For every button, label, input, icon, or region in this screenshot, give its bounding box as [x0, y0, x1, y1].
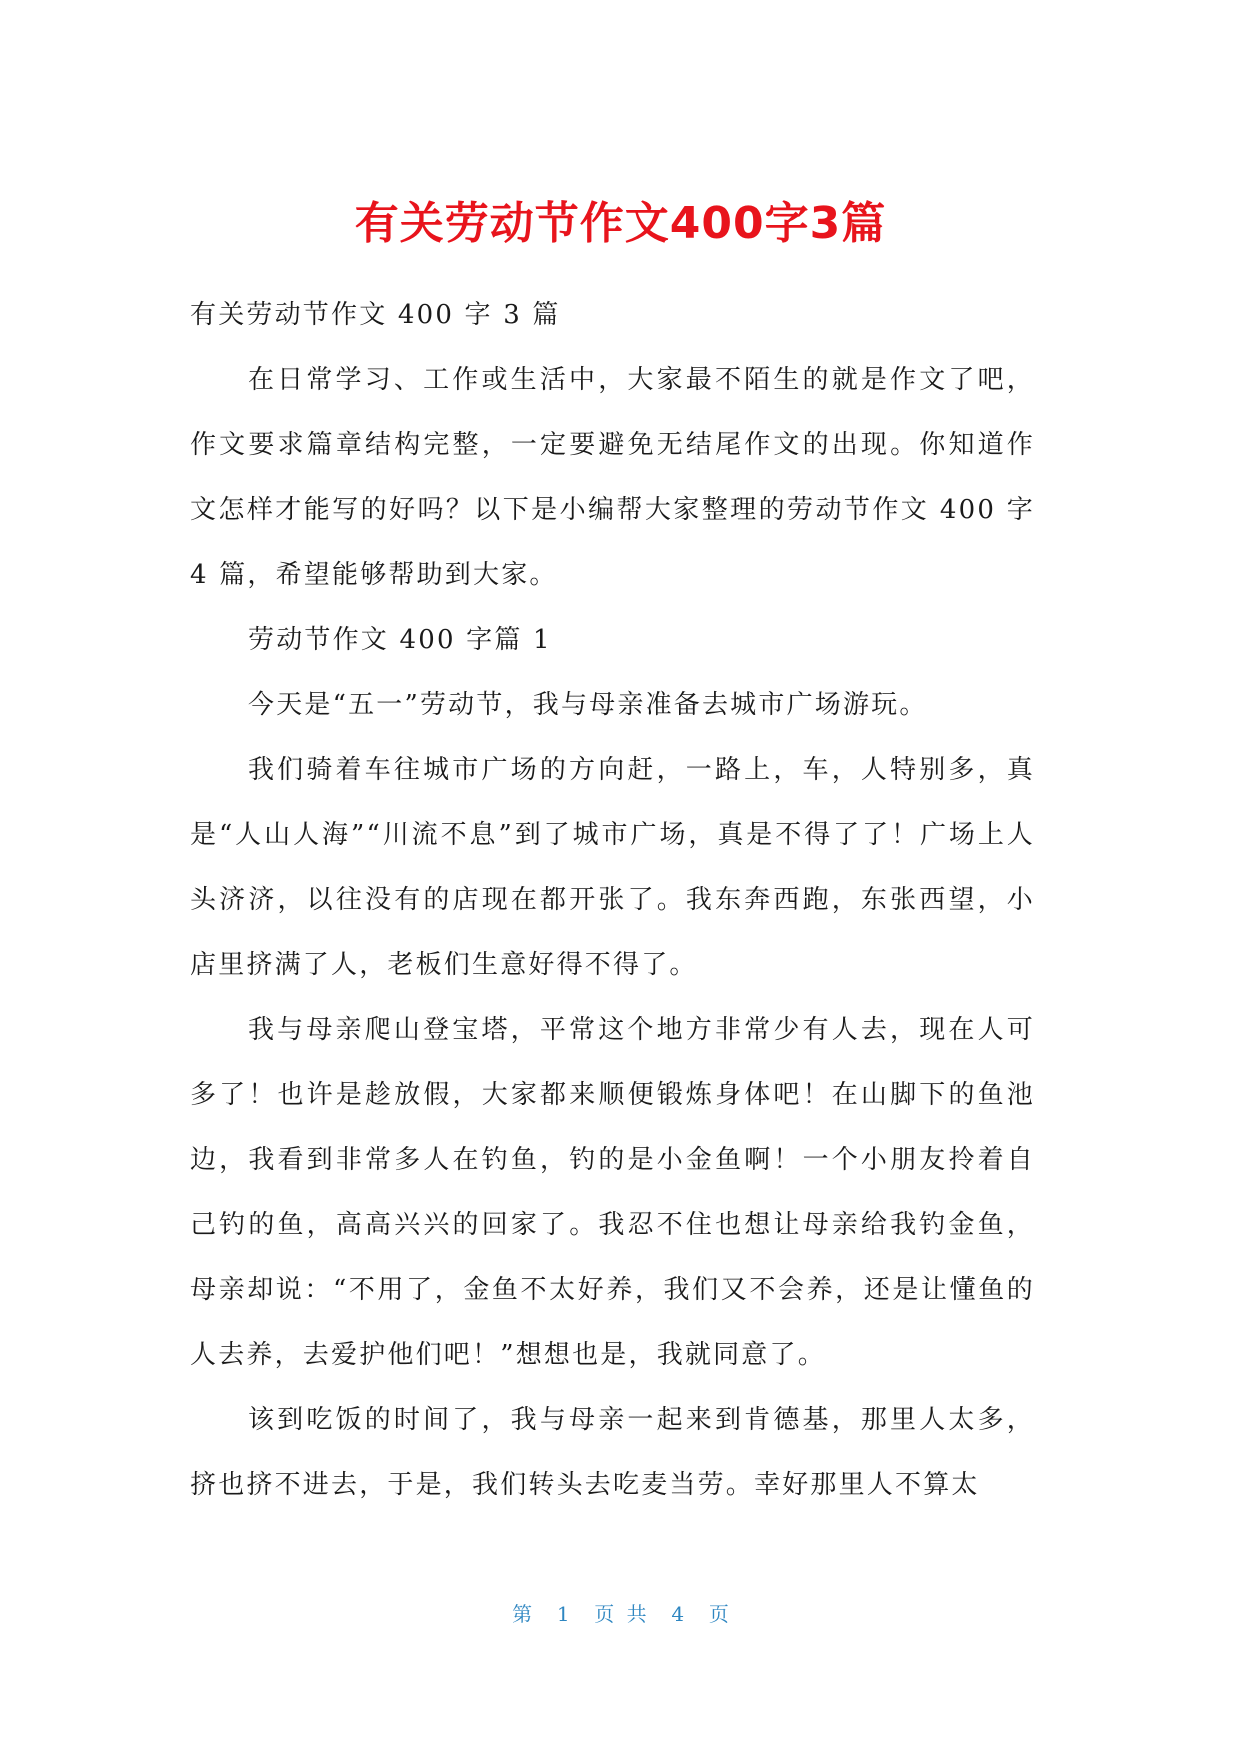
- document-body: [190, 283, 1035, 1518]
- paragraph: 该到吃饭的时间了，我与母亲一起来到肯德基，那里人太多，挤也挤不进去，于是，我们转头去吃麦当劳。幸好那里人不算太: [190, 1405, 1035, 1500]
- paragraph: 今天是“五一”劳动节，我与母亲准备去城市广场游玩。: [248, 690, 928, 720]
- paragraph: 我与母亲爬山登宝塔，平常这个地方非常少有人去，现在人可多了！也许是趁放假，大家都来顺便锻炼身体吧！在山脚下的鱼池边，我看到非常多人在钓鱼，钓的是小金鱼啊！一个小朋友拎着自己钓的鱼，高高兴兴的回家了。我忍不住也想让母亲给我钓金鱼，母亲却说：“不用了，金鱼不太好养，我们又不会养，还是让懂鱼的人去养，去爱护他们吧！”想想也是，我就同意了。: [190, 1015, 1035, 1370]
- section-heading: 劳动节作文 400 字篇 1: [248, 625, 552, 655]
- document-subtitle: 有关劳动节作文 400 字 3 篇: [190, 300, 561, 330]
- paragraph-intro: 在日常学习、工作或生活中，大家最不陌生的就是作文了吧，作文要求篇章结构完整，一定要避免无结尾作文的出现。你知道作文怎样才能写的好吗？以下是小编帮大家整理的劳动节作文 400 字 4 篇，希望能够帮助到大家。: [190, 365, 1035, 590]
- paragraph: 我们骑着车往城市广场的方向赶，一路上，车，人特别多，真是“人山人海”“川流不息”到了城市广场，真是不得了了！广场上人头济济，以往没有的店现在都开张了。我东奔西跑，东张西望，小店里挤满了人，老板们生意好得不得了。: [190, 755, 1035, 980]
- page-number-footer: 第 1 页 共 4 页: [512, 1602, 729, 1626]
- document-title: 有关劳动节作文400字3篇: [354, 198, 887, 249]
